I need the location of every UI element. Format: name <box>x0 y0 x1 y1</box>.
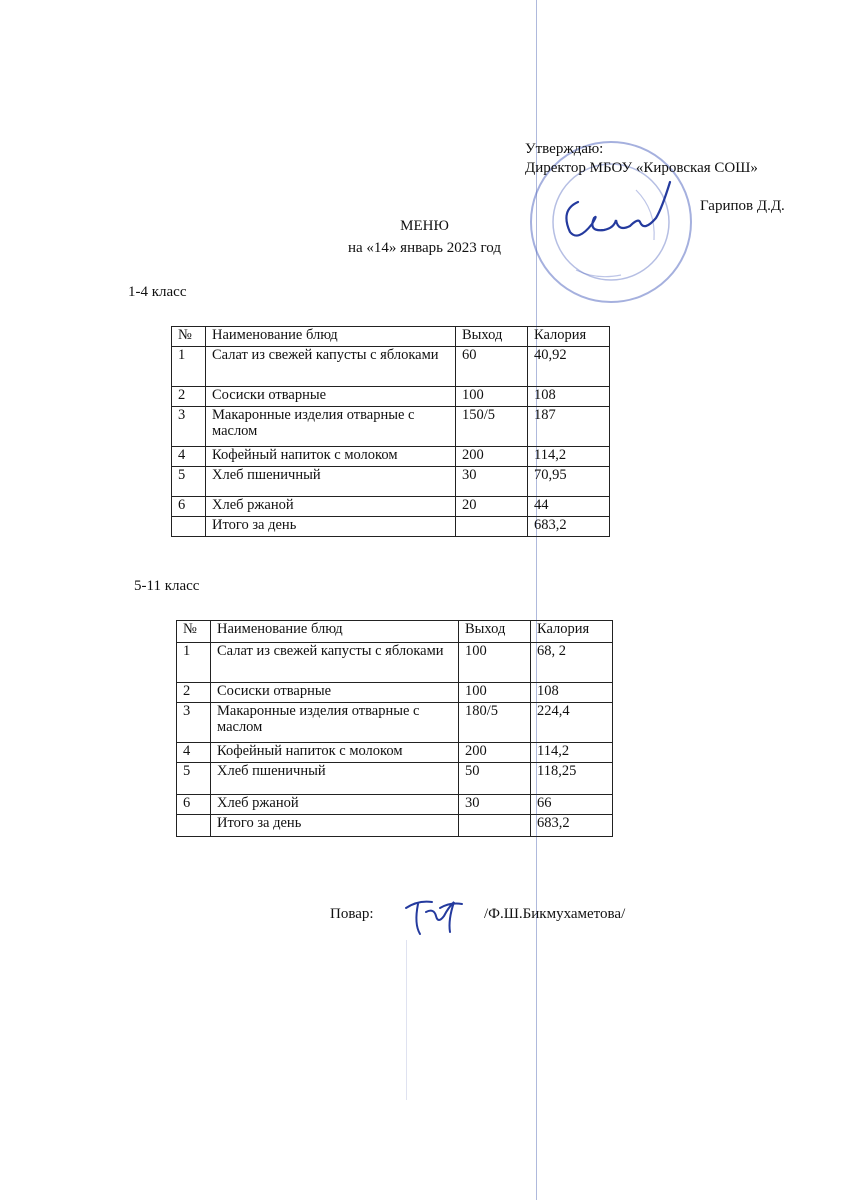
row-calories: 224,4 <box>531 703 613 743</box>
grade-label-1-4: 1-4 класс <box>128 284 187 300</box>
row-dish: Сосиски отварные <box>211 683 459 703</box>
row-yield: 180/5 <box>459 703 531 743</box>
row-num: 5 <box>177 763 211 795</box>
row-dish: Сосиски отварные <box>206 387 456 407</box>
table-total-row <box>177 815 613 837</box>
row-yield: 200 <box>459 743 531 763</box>
table-total-row <box>172 517 610 537</box>
row-yield: 60 <box>456 347 528 387</box>
total-num <box>177 815 211 837</box>
row-num: 2 <box>172 387 206 407</box>
table-row <box>177 795 613 815</box>
row-yield: 100 <box>459 683 531 703</box>
grade-label-5-11: 5-11 класс <box>134 578 200 594</box>
row-calories: 68, 2 <box>531 643 613 683</box>
cook-label: Повар: <box>330 906 374 922</box>
header-dish: Наименование блюд <box>206 327 456 347</box>
menu-title: МЕНЮ <box>400 218 449 234</box>
approval-position: Директор МБОУ «Кировская СОШ» <box>525 160 758 176</box>
total-calories: 683,2 <box>531 815 613 837</box>
row-yield: 30 <box>456 467 528 497</box>
table-row <box>172 497 610 517</box>
table-row <box>177 743 613 763</box>
row-dish: Салат из свежей капусты с яблоками <box>206 347 456 387</box>
table-row <box>172 387 610 407</box>
row-yield: 100 <box>456 387 528 407</box>
row-calories: 66 <box>531 795 613 815</box>
table-row <box>177 683 613 703</box>
total-calories: 683,2 <box>528 517 610 537</box>
menu-table-grades-1-4 <box>171 326 610 537</box>
row-dish: Хлеб ржаной <box>206 497 456 517</box>
row-num: 1 <box>177 643 211 683</box>
row-num: 6 <box>177 795 211 815</box>
table-row <box>177 703 613 743</box>
row-calories: 108 <box>531 683 613 703</box>
approval-title: Утверждаю: <box>525 141 604 157</box>
row-calories: 187 <box>528 407 610 447</box>
row-dish: Хлеб пшеничный <box>211 763 459 795</box>
row-calories: 118,25 <box>531 763 613 795</box>
table-header-row <box>177 621 613 643</box>
menu-table-grades-5-11 <box>176 620 613 837</box>
row-dish: Салат из свежей капусты с яблоками <box>211 643 459 683</box>
header-yield: Выход <box>456 327 528 347</box>
total-yield <box>456 517 528 537</box>
scan-fold-line <box>406 940 407 1100</box>
row-calories: 114,2 <box>528 447 610 467</box>
header-calories: Калория <box>528 327 610 347</box>
total-num <box>172 517 206 537</box>
row-calories: 108 <box>528 387 610 407</box>
table-row <box>172 447 610 467</box>
row-dish: Хлеб пшеничный <box>206 467 456 497</box>
header-dish: Наименование блюд <box>211 621 459 643</box>
header-num: № <box>172 327 206 347</box>
total-label: Итого за день <box>206 517 456 537</box>
total-yield <box>459 815 531 837</box>
table-row <box>177 643 613 683</box>
row-calories: 70,95 <box>528 467 610 497</box>
row-dish: Макаронные изделия отварные с маслом <box>211 703 459 743</box>
approval-block <box>525 140 758 178</box>
row-dish: Кофейный напиток с молоком <box>206 447 456 467</box>
header-num: № <box>177 621 211 643</box>
row-num: 6 <box>172 497 206 517</box>
row-dish: Кофейный напиток с молоком <box>211 743 459 763</box>
row-num: 3 <box>177 703 211 743</box>
row-dish: Хлеб ржаной <box>211 795 459 815</box>
table-row <box>177 763 613 795</box>
row-yield: 200 <box>456 447 528 467</box>
row-num: 4 <box>172 447 206 467</box>
row-yield: 30 <box>459 795 531 815</box>
row-calories: 44 <box>528 497 610 517</box>
header-calories: Калория <box>531 621 613 643</box>
row-yield: 20 <box>456 497 528 517</box>
table-header-row <box>172 327 610 347</box>
cook-name: /Ф.Ш.Бикмухаметова/ <box>484 906 626 922</box>
row-yield: 100 <box>459 643 531 683</box>
row-yield: 50 <box>459 763 531 795</box>
row-calories: 114,2 <box>531 743 613 763</box>
row-num: 3 <box>172 407 206 447</box>
row-dish: Макаронные изделия отварные с маслом <box>206 407 456 447</box>
director-name: Гарипов Д.Д. <box>700 198 785 214</box>
header-yield: Выход <box>459 621 531 643</box>
table-row <box>172 467 610 497</box>
row-calories: 40,92 <box>528 347 610 387</box>
row-num: 1 <box>172 347 206 387</box>
menu-date: на «14» январь 2023 год <box>348 240 501 256</box>
row-num: 4 <box>177 743 211 763</box>
row-num: 5 <box>172 467 206 497</box>
total-label: Итого за день <box>211 815 459 837</box>
table-row <box>172 347 610 387</box>
table-row <box>172 407 610 447</box>
cook-signature <box>396 890 476 940</box>
row-num: 2 <box>177 683 211 703</box>
row-yield: 150/5 <box>456 407 528 447</box>
